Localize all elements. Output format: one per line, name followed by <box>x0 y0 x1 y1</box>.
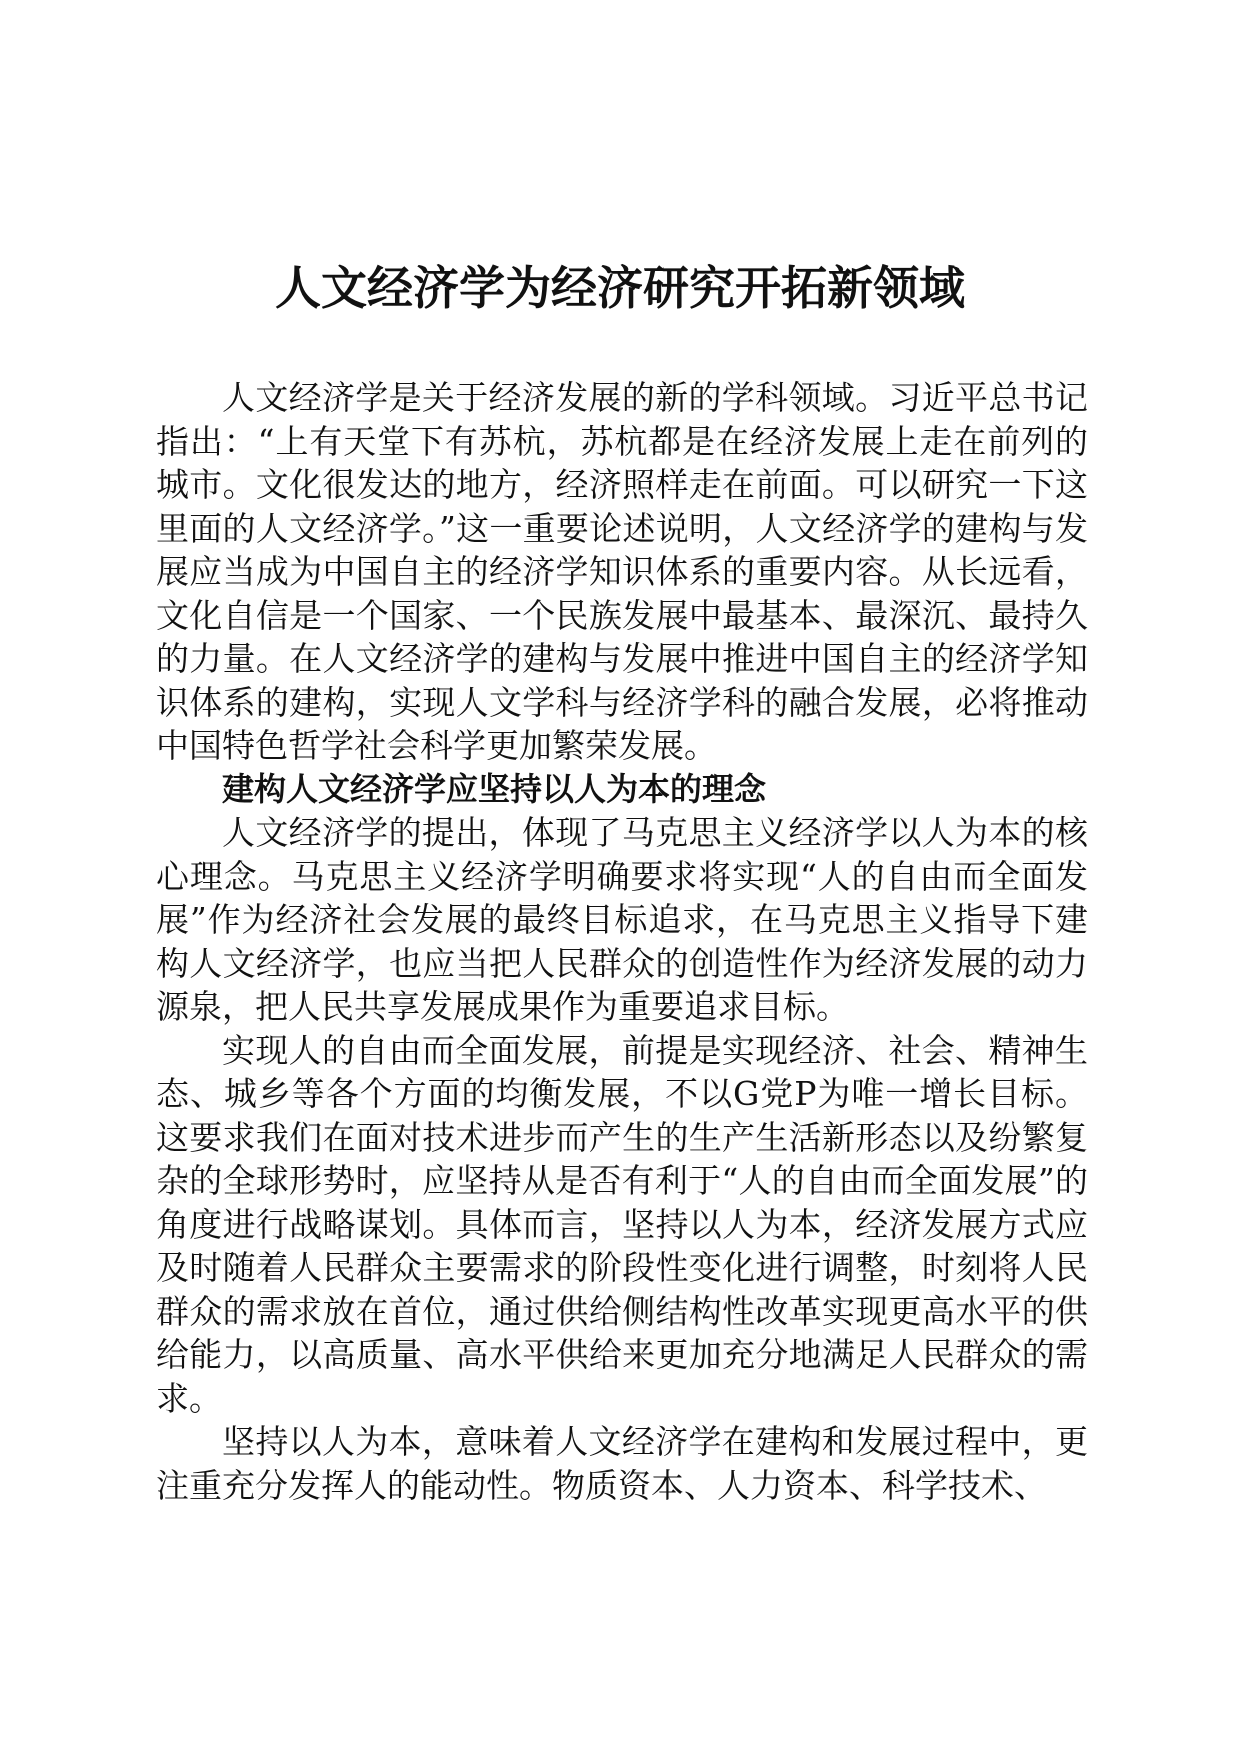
section-paragraph-3: 坚持以人为本，意味着人文经济学在建构和发展过程中，更注重充分发挥人的能动性。物质资本、人力资本、科学技术、 <box>156 1422 1088 1505</box>
section-heading: 建构人文经济学应坚持以人为本的理念 <box>222 769 767 808</box>
document-body <box>156 376 1088 1507</box>
document-title: 人文经济学为经济研究开拓新领域 <box>275 261 965 315</box>
intro-paragraph: 人文经济学是关于经济发展的新的学科领域。习近平总书记指出：“上有天堂下有苏杭，苏杭都是在经济发展上走在前列的城市。文化很发达的地方，经济照样走在前面。可以研究一下这里面的人文经济学。”这一重要论述说明，人文经济学的建构与发展应当成为中国自主的经济学知识体系的重要内容。从长远看，文化自信是一个国家、一个民族发展中最基本、最深沉、最持久的力量。在人文经济学的建构与发展中推进中国自主的经济学知识体系的建构，实现人文学科与经济学科的融合发展，必将推动中国特色哲学社会科学更加繁荣发展。 <box>156 378 1088 765</box>
section-paragraph-1: 人文经济学的提出，体现了马克思主义经济学以人为本的核心理念。马克思主义经济学明确要求将实现“人的自由而全面发展”作为经济社会发展的最终目标追求，在马克思主义指导下建构人文经济学，也应当把人民群众的创造性作为经济发展的动力源泉，把人民共享发展成果作为重要追求目标。 <box>156 813 1088 1026</box>
section-paragraph-2: 实现人的自由而全面发展，前提是实现经济、社会、精神生态、城乡等各个方面的均衡发展，不以G党P为唯一增长目标。这要求我们在面对技术进步而产生的生产生活新形态以及纷繁复杂的全球形势时，应坚持从是否有利于“人的自由而全面发展”的角度进行战略谋划。具体而言，坚持以人为本，经济发展方式应及时随着人民群众主要需求的阶段性变化进行调整，时刻将人民群众的需求放在首位，通过供给侧结构性改革实现更高水平的供给能力，以高质量、高水平供给来更加充分地满足人民群众的需求。 <box>156 1030 1088 1418</box>
